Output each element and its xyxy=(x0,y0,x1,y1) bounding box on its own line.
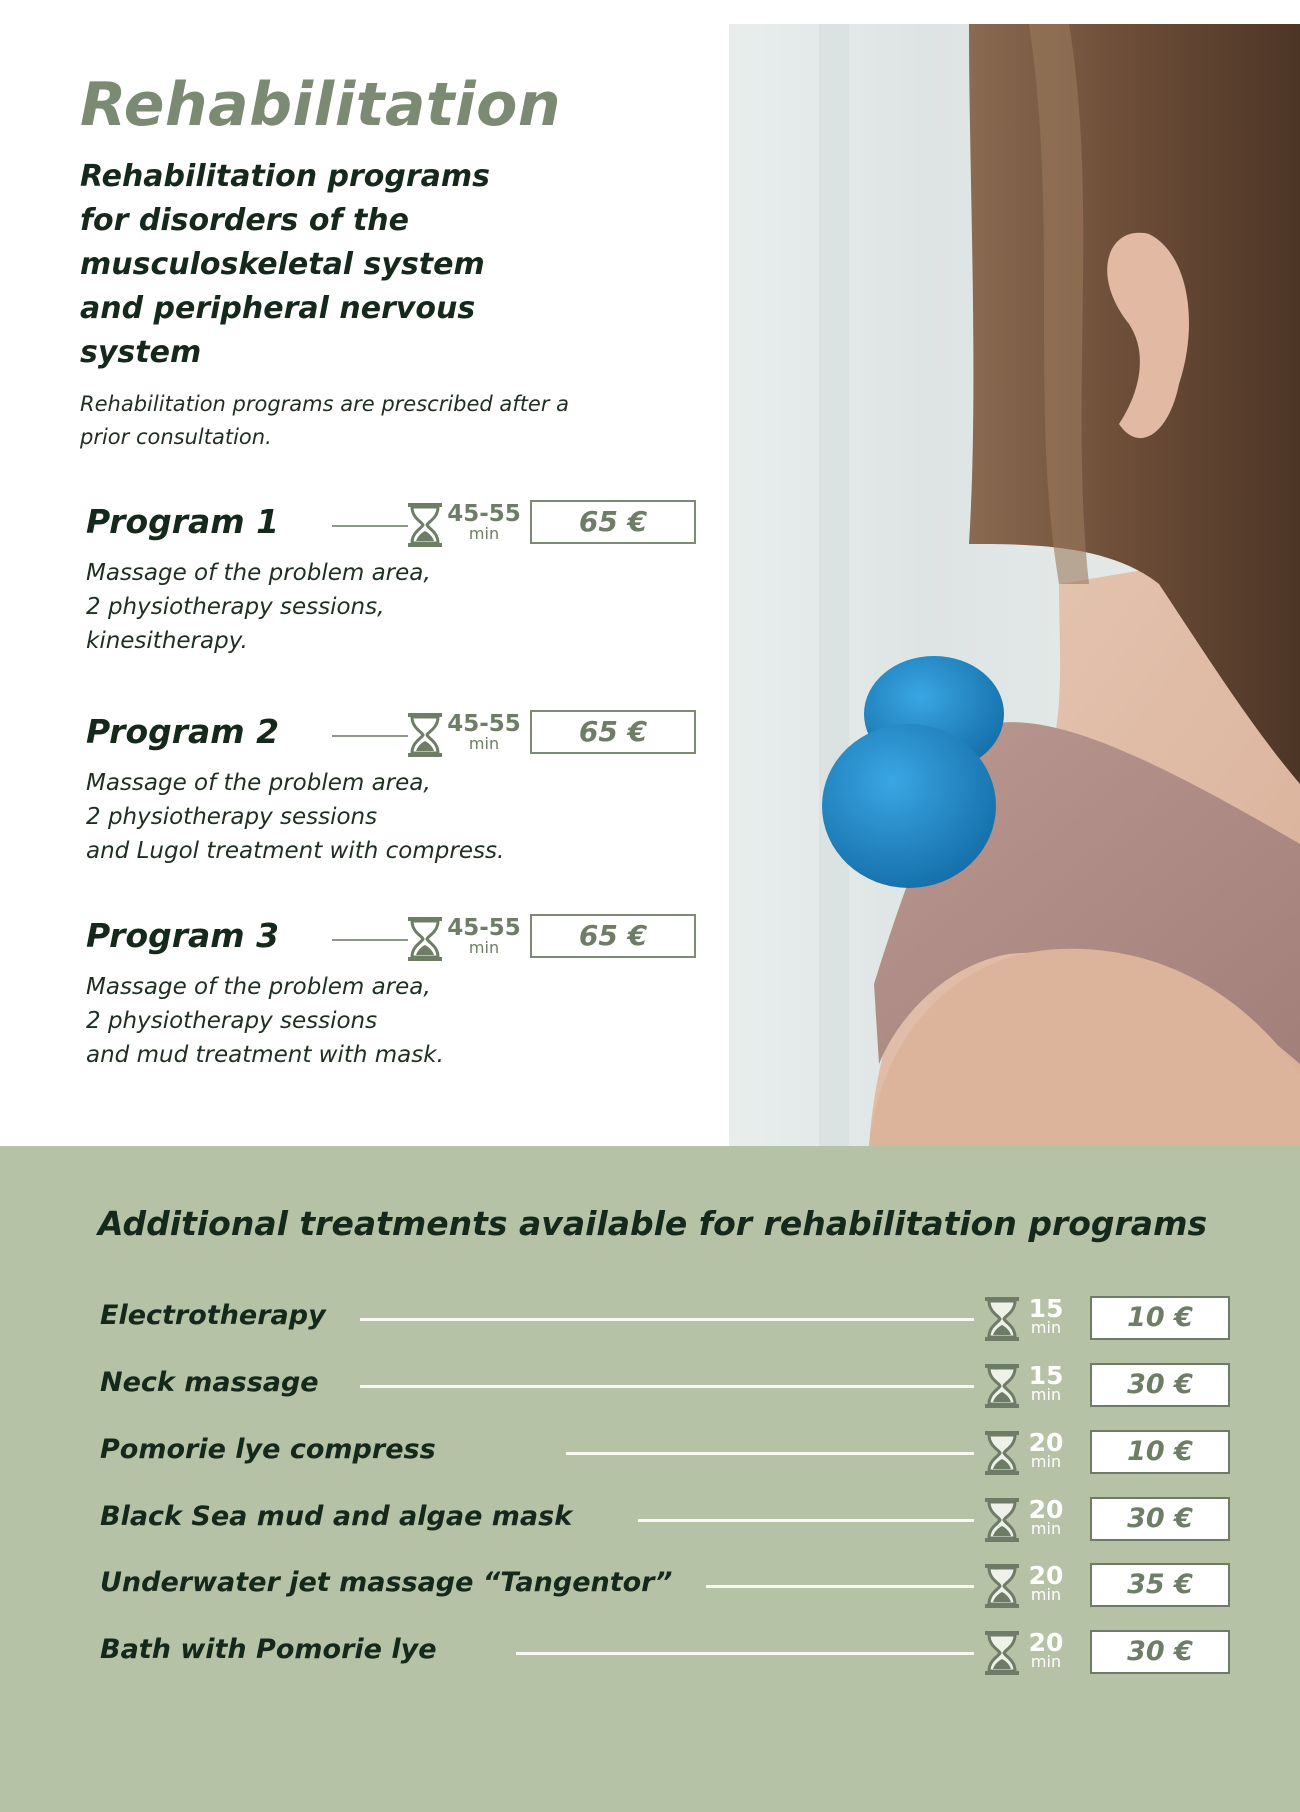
treatment-name: Black Sea mud and algae mask xyxy=(100,1501,573,1532)
program-card xyxy=(86,502,696,652)
description-line: 2 physiotherapy sessions xyxy=(86,1008,378,1034)
duration-value: 45-55 xyxy=(447,915,521,941)
price-box: 65 € xyxy=(530,710,696,754)
intro-note: Rehabilitation programs are prescribed after a prior consultation. xyxy=(80,392,570,449)
duration-value: 20 xyxy=(1028,1561,1064,1590)
program-description xyxy=(86,766,606,868)
leader-line xyxy=(516,1652,974,1655)
description-line: 2 physiotherapy sessions, xyxy=(86,594,385,620)
leader-line xyxy=(332,525,408,527)
duration-unit: min xyxy=(468,524,500,543)
price-box: 30 € xyxy=(1090,1630,1230,1674)
duration-value: 20 xyxy=(1028,1428,1064,1457)
duration-unit: min xyxy=(1030,1385,1062,1404)
additional-heading: Additional treatments available for rehabilitation programs xyxy=(98,1204,1208,1243)
description-line: Massage of the problem area, xyxy=(86,974,431,1000)
treatment-row xyxy=(0,1497,1300,1545)
hourglass-icon xyxy=(984,1497,1020,1543)
additional-treatments-panel xyxy=(0,1146,1300,1812)
program-name: Program 3 xyxy=(86,916,280,955)
duration-unit: min xyxy=(1030,1318,1062,1337)
page-title: Rehabilitation xyxy=(80,70,562,140)
woman-with-massage-ball-illustration xyxy=(729,24,1300,1146)
treatment-name: Neck massage xyxy=(100,1367,319,1398)
leader-line xyxy=(332,939,408,941)
leader-line xyxy=(706,1585,974,1588)
program-card xyxy=(86,712,696,862)
program-name: Program 2 xyxy=(86,712,280,751)
duration-value: 20 xyxy=(1028,1495,1064,1524)
description-line: Massage of the problem area, xyxy=(86,770,431,796)
hourglass-icon xyxy=(984,1363,1020,1409)
hourglass-icon xyxy=(406,502,444,548)
program-description xyxy=(86,556,606,658)
leader-line xyxy=(566,1452,974,1455)
duration-unit: min xyxy=(1030,1652,1062,1671)
program-description xyxy=(86,970,606,1072)
hero-photo xyxy=(729,24,1300,1146)
price-box: 65 € xyxy=(530,500,696,544)
treatment-row xyxy=(0,1563,1300,1611)
duration-unit: min xyxy=(1030,1519,1062,1538)
price-box: 30 € xyxy=(1090,1497,1230,1541)
price-box: 30 € xyxy=(1090,1363,1230,1407)
duration-value: 15 xyxy=(1028,1361,1064,1390)
duration-value: 45-55 xyxy=(447,501,521,527)
price-box: 10 € xyxy=(1090,1296,1230,1340)
description-line: and mud treatment with mask. xyxy=(86,1042,444,1068)
description-line: and Lugol treatment with compress. xyxy=(86,838,505,864)
leader-line xyxy=(360,1318,974,1321)
duration-unit: min xyxy=(1030,1452,1062,1471)
leader-line xyxy=(332,735,408,737)
leader-line xyxy=(360,1385,974,1388)
hourglass-icon xyxy=(984,1630,1020,1676)
hourglass-icon xyxy=(406,712,444,758)
duration-unit: min xyxy=(1030,1585,1062,1604)
duration-value: 15 xyxy=(1028,1294,1064,1323)
hourglass-icon xyxy=(984,1563,1020,1609)
page-subtitle: Rehabilitation programs for disorders of the musculoskeletal system and peripheral nervous system xyxy=(80,159,491,370)
price-box: 35 € xyxy=(1090,1563,1230,1607)
program-name: Program 1 xyxy=(86,502,280,541)
treatment-name: Pomorie lye compress xyxy=(100,1434,436,1465)
price-box: 65 € xyxy=(530,914,696,958)
description-line: kinesitherapy. xyxy=(86,628,248,654)
duration-unit: min xyxy=(468,734,500,753)
hourglass-icon xyxy=(406,916,444,962)
treatment-row xyxy=(0,1630,1300,1678)
description-line: 2 physiotherapy sessions xyxy=(86,804,378,830)
treatment-row xyxy=(0,1430,1300,1478)
hourglass-icon xyxy=(984,1430,1020,1476)
treatment-name: Underwater jet massage “Tangentor” xyxy=(100,1567,673,1598)
duration-value: 45-55 xyxy=(447,711,521,737)
treatment-name: Bath with Pomorie lye xyxy=(100,1634,437,1665)
description-line: Massage of the problem area, xyxy=(86,560,431,586)
leader-line xyxy=(638,1519,974,1522)
treatment-name: Electrotherapy xyxy=(100,1300,326,1331)
price-box: 10 € xyxy=(1090,1430,1230,1474)
program-card xyxy=(86,916,696,1066)
treatment-row xyxy=(0,1363,1300,1411)
hourglass-icon xyxy=(984,1296,1020,1342)
treatment-row xyxy=(0,1296,1300,1344)
duration-value: 20 xyxy=(1028,1628,1064,1657)
duration-unit: min xyxy=(468,938,500,957)
